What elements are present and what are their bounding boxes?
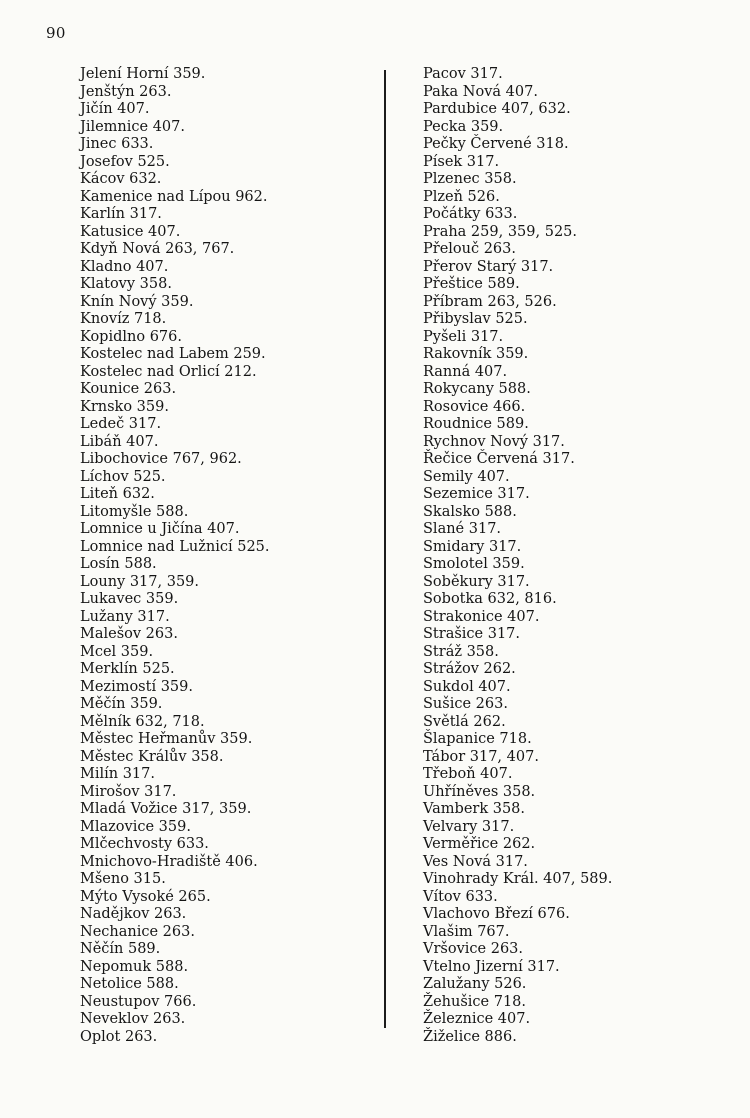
index-entry: Ranná 407. (423, 363, 508, 380)
column-divider (384, 70, 386, 1028)
index-entry: Smidary 317. (423, 538, 522, 555)
index-entry: Pardubice 407, 632. (423, 101, 571, 117)
index-entry: Litomyšle 588. (80, 503, 189, 520)
index-entry: Kostelec nad Labem 259. (80, 346, 266, 362)
index-entry: Šlapanice 718. (423, 731, 532, 747)
index-entry: Libáň 407. (80, 433, 159, 450)
index-entry: Strašice 317. (423, 626, 521, 642)
index-entry: Rakovník 359. (423, 346, 529, 362)
index-entry: Ves Nová 317. (423, 853, 528, 870)
index-entry: Světlá 262. (423, 713, 506, 730)
index-entry: Paka Nová 407. (423, 83, 538, 100)
index-entry: Rosovice 466. (423, 398, 526, 415)
index-column-right (423, 66, 612, 1046)
index-entry: Řečice Červená 317. (423, 451, 575, 467)
index-entry: Nechanice 263. (80, 923, 195, 940)
index-entry: Žiželice 886. (423, 1028, 517, 1045)
index-entry: Písek 317. (423, 153, 500, 170)
index-entry: Městec Králův 358. (80, 748, 224, 765)
index-entry: Strážov 262. (423, 661, 516, 677)
index-entry: Kostelec nad Orlicí 212. (80, 363, 257, 380)
index-entry: Měčín 359. (80, 696, 163, 712)
index-entry: Vršovice 263. (423, 941, 523, 957)
index-entry: Pyšeli 317. (423, 328, 504, 345)
index-entry: Jičín 407. (80, 101, 150, 117)
index-entry: Kladno 407. (80, 258, 169, 275)
index-entry: Sukdol 407. (423, 678, 511, 695)
index-entry: Katusice 407. (80, 223, 181, 240)
index-entry: Verměřice 262. (423, 836, 536, 852)
index-entry: Líchov 525. (80, 468, 166, 485)
index-entry: Karlín 317. (80, 206, 162, 222)
index-entry: Mcel 359. (80, 643, 154, 660)
index-entry: Mnichovo-Hradiště 406. (80, 853, 258, 870)
index-entry: Mlčechvosty 633. (80, 836, 209, 852)
index-entry: Mirošov 317. (80, 783, 177, 800)
index-entry: Mladá Vožice 317, 359. (80, 801, 252, 817)
index-entry: Netolice 588. (80, 976, 179, 992)
index-entry: Velvary 317. (423, 818, 515, 835)
index-entry: Sušice 263. (423, 696, 508, 712)
index-entry: Přelouč 263. (423, 241, 516, 257)
index-entry: Kácov 632. (80, 171, 162, 187)
index-entry: Josefov 525. (80, 153, 170, 170)
index-entry: Roudnice 589. (423, 416, 529, 432)
index-entry: Mezimostí 359. (80, 678, 193, 695)
index-entry: Mšeno 315. (80, 871, 166, 887)
index-entry: Louny 317, 359. (80, 573, 200, 590)
index-entry: Plzenec 358. (423, 171, 517, 187)
index-entry: Knín Nový 359. (80, 293, 194, 310)
index-entry: Přeštice 589. (423, 276, 520, 292)
index-entry: Třeboň 407. (423, 766, 513, 782)
index-entry: Kopidlno 676. (80, 328, 182, 345)
index-entry: Vítov 633. (423, 888, 498, 905)
index-entry: Rokycany 588. (423, 381, 531, 397)
index-entry: Nadějkov 263. (80, 906, 187, 922)
index-entry: Přerov Starý 317. (423, 258, 554, 275)
index-entry: Vlachovo Březí 676. (423, 906, 570, 922)
index-entry: Lomnice u Jičína 407. (80, 521, 240, 537)
index-entry: Jenštýn 263. (80, 83, 172, 100)
index-entry: Oplot 263. (80, 1028, 158, 1045)
index-entry: Lužany 317. (80, 608, 170, 625)
index-entry: Vamberk 358. (423, 801, 526, 817)
index-entry: Počátky 633. (423, 206, 518, 222)
index-entry: Kounice 263. (80, 381, 177, 397)
index-entry: Skalsko 588. (423, 503, 517, 520)
index-entry: Něčín 589. (80, 941, 161, 957)
index-entry: Milín 317. (80, 766, 155, 782)
index-entry: Kamenice nad Lípou 962. (80, 188, 268, 205)
index-entry: Libochovice 767, 962. (80, 451, 242, 467)
index-entry: Losín 588. (80, 556, 157, 572)
index-entry: Zalužany 526. (423, 976, 527, 992)
index-entry: Pecka 359. (423, 118, 504, 135)
index-entry: Liteň 632. (80, 486, 155, 502)
index-entry: Jinec 633. (80, 136, 154, 152)
index-entry: Rychnov Nový 317. (423, 433, 565, 450)
index-entry: Nepomuk 588. (80, 958, 189, 975)
index-entry: Semily 407. (423, 468, 510, 485)
index-entry: Krnsko 359. (80, 398, 169, 415)
index-entry: Vtelno Jizerní 317. (423, 958, 560, 975)
index-entry: Mýto Vysoké 265. (80, 888, 211, 905)
index-entry: Kdyň Nová 263, 767. (80, 241, 235, 257)
index-entry: Praha 259, 359, 525. (423, 223, 577, 240)
index-entry: Neustupov 766. (80, 993, 197, 1010)
index-column-left (80, 66, 270, 1046)
index-entry: Stráž 358. (423, 643, 499, 660)
index-entry: Lukavec 359. (80, 591, 179, 607)
index-entry: Vlašim 767. (423, 923, 510, 940)
index-entry: Přibyslav 525. (423, 311, 528, 327)
index-entry: Žehušice 718. (423, 993, 527, 1010)
index-entry: Soběkury 317. (423, 573, 530, 590)
index-entry: Jelení Horní 359. (80, 66, 206, 82)
index-entry: Vinohrady Král. 407, 589. (423, 871, 613, 887)
index-entry: Mělník 632, 718. (80, 713, 205, 730)
index-entry: Jilemnice 407. (80, 118, 185, 135)
index-entry: Merklín 525. (80, 661, 175, 677)
index-entry: Plzeň 526. (423, 188, 500, 205)
index-entry: Sobotka 632, 816. (423, 591, 557, 607)
page-number: 90 (46, 24, 66, 42)
index-entry: Pečky Červené 318. (423, 136, 569, 152)
index-entry: Ledeč 317. (80, 416, 162, 432)
index-entry: Mlazovice 359. (80, 818, 191, 835)
index-entry: Strakonice 407. (423, 608, 540, 625)
index-entry: Sezemice 317. (423, 486, 530, 502)
index-entry: Smolotel 359. (423, 556, 525, 572)
index-entry: Tábor 317, 407. (423, 748, 539, 765)
index-entry: Příbram 263, 526. (423, 293, 557, 310)
index-entry: Neveklov 263. (80, 1011, 186, 1027)
index-entry: Pacov 317. (423, 66, 503, 82)
index-entry: Lomnice nad Lužnicí 525. (80, 538, 270, 555)
index-entry: Klatovy 358. (80, 276, 172, 292)
index-entry: Uhříněves 358. (423, 783, 536, 800)
index-entry: Městec Heřmanův 359. (80, 731, 253, 747)
index-entry: Malešov 263. (80, 626, 178, 642)
index-entry: Slané 317. (423, 521, 502, 537)
index-entry: Železnice 407. (423, 1011, 531, 1027)
index-entry: Knovíz 718. (80, 311, 167, 327)
